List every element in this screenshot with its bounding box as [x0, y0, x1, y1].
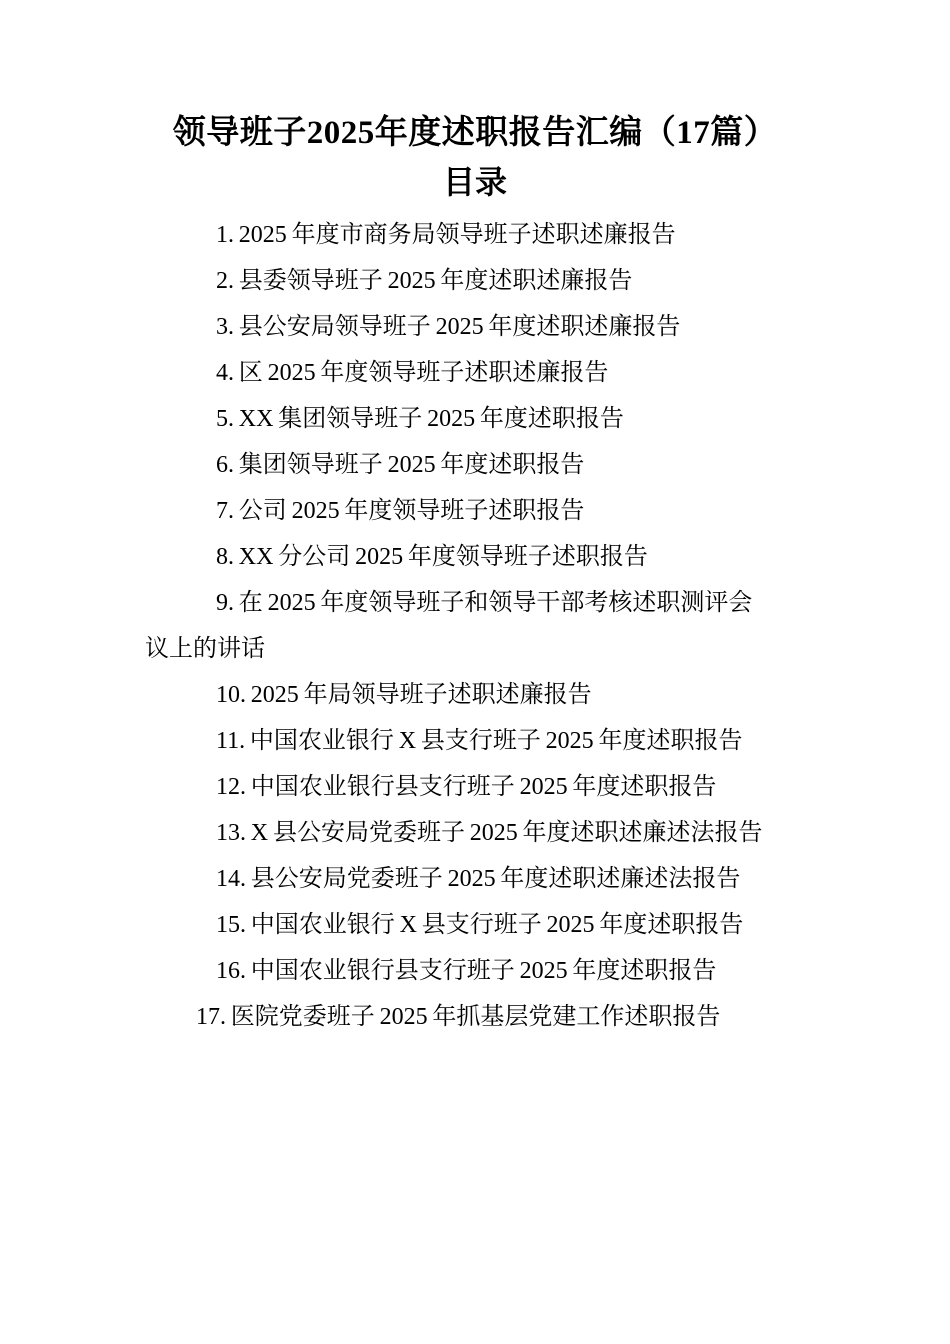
- toc-item-17: 17. 医院党委班子 2025 年抓基层党建工作述职报告: [196, 1004, 721, 1030]
- toc-item-13: 13. X 县公安局党委班子 2025 年度述职述廉述法报告: [216, 820, 763, 846]
- toc-item-10: 10. 2025 年局领导班子述职述廉报告: [216, 682, 592, 708]
- toc-item-15: 15. 中国农业银行 X 县支行班子 2025 年度述职报告: [216, 912, 744, 938]
- toc-item-4: 4. 区 2025 年度领导班子述职述廉报告: [216, 360, 609, 386]
- toc-item-12: 12. 中国农业银行县支行班子 2025 年度述职报告: [216, 774, 717, 800]
- toc-item-6: 6. 集团领导班子 2025 年度述职报告: [216, 452, 585, 478]
- toc-heading: 目录: [442, 164, 507, 200]
- toc-list: [145, 212, 810, 1040]
- document-title: 领导班子2025年度述职报告汇编（17篇）: [172, 115, 778, 151]
- toc-item-16: 16. 中国农业银行县支行班子 2025 年度述职报告: [216, 958, 717, 984]
- toc-item-11: 11. 中国农业银行 X 县支行班子 2025 年度述职报告: [216, 728, 743, 754]
- toc-item-8: 8. XX 分公司 2025 年度领导班子述职报告: [216, 544, 648, 570]
- toc-item-5: 5. XX 集团领导班子 2025 年度述职报告: [216, 406, 624, 432]
- toc-item-2: 2. 县委领导班子 2025 年度述职述廉报告: [216, 268, 633, 294]
- toc-item-7: 7. 公司 2025 年度领导班子述职报告: [216, 498, 585, 524]
- toc-item-1: 1. 2025 年度市商务局领导班子述职述廉报告: [216, 222, 676, 248]
- toc-item-9: 9. 在 2025 年度领导班子和领导干部考核述职测评会 议上的讲话: [145, 590, 753, 662]
- toc-item-14: 14. 县公安局党委班子 2025 年度述职述廉述法报告: [216, 866, 741, 892]
- toc-item-3: 3. 县公安局领导班子 2025 年度述职述廉报告: [216, 314, 681, 340]
